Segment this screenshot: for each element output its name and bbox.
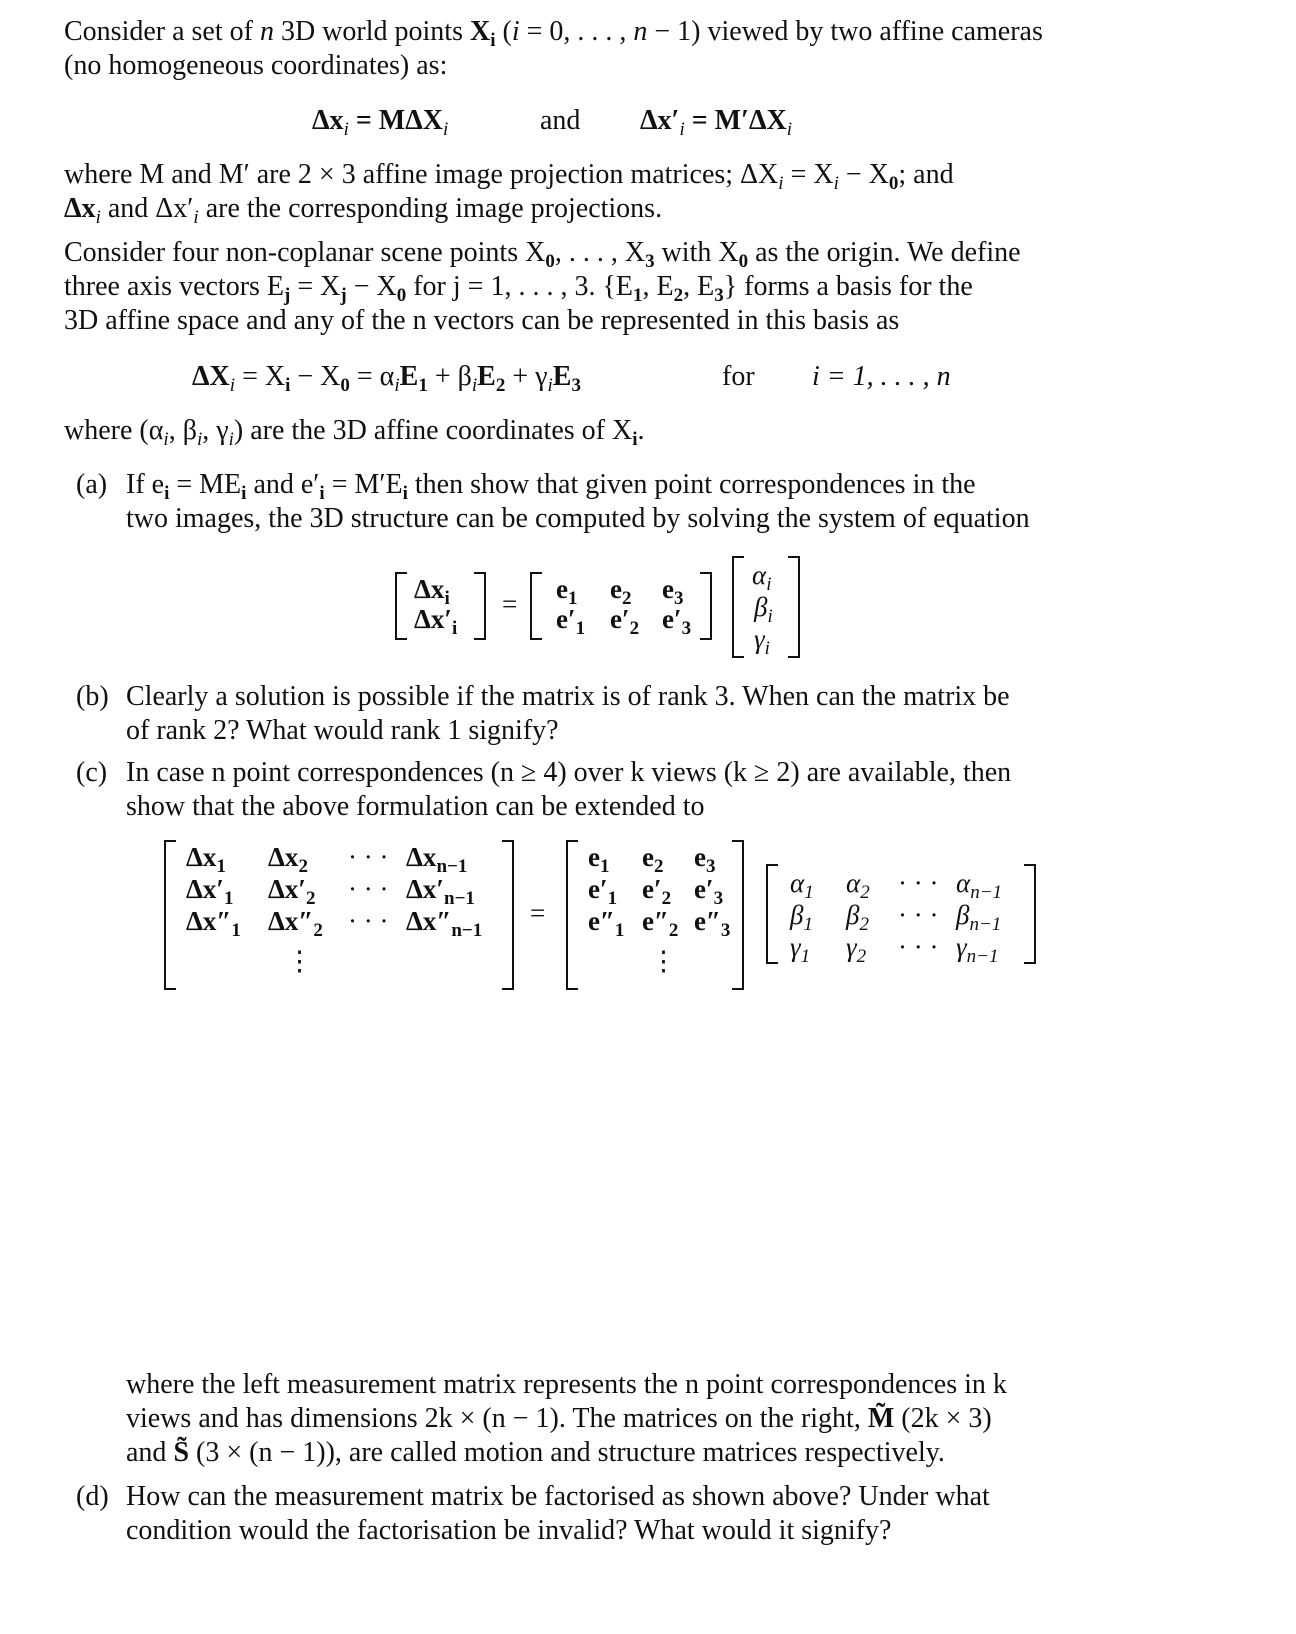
m-r1c2: $e_2$ <box>642 842 664 877</box>
cell-r2c4: $\Delta x'_{n-1}$ <box>406 874 475 909</box>
alpha-i: $\alpha_i$ <box>752 560 772 595</box>
lhs-dx: $\Delta x_i$ <box>414 574 450 609</box>
lhs-dx-prime: $\Delta x'_i$ <box>414 604 458 639</box>
m-r1c1: $e_1$ <box>588 842 610 877</box>
part-b-line-1: Clearly a solution is possible if the matrix is of rank 3. When can the matrix be <box>126 681 1010 712</box>
e2: $e_2$ <box>610 574 632 609</box>
cell-r1c1: $\Delta x_1$ <box>186 842 226 877</box>
beta-i: $\beta_i$ <box>754 592 773 627</box>
bracket-left <box>566 840 578 990</box>
para2-line-1: Consider four non-coplanar scene points $X_0$, . . . , $X_3$ with $X_0$ as the origin. We define <box>64 237 1021 272</box>
intro-line-2: (no homogeneous coordinates) as: <box>64 50 448 81</box>
bracket-right <box>1024 864 1036 964</box>
where-line-2: $\Delta x_i$ and $\Delta x'_i$ are the corresponding image projections. <box>64 193 663 228</box>
m-r1c3: $e_3$ <box>694 842 716 877</box>
intro-line-1: Consider a set of n 3D world points $X_i$ (i = 0, . . . , n − 1) viewed by two affine cameras <box>64 16 1043 51</box>
part-a-line-2: two images, the 3D structure can be computed by solving the system of equation <box>126 503 1030 534</box>
equation-projection-1: $\Delta x_i = M\Delta X_i$ <box>312 105 449 140</box>
part-d-label: (d) <box>76 1481 109 1512</box>
para2-line-2: three axis vectors $E_j = X_j - X_0$ for j = 1, . . . , 3. {$E_1$, $E_2$, $E_3$} forms a basis for the <box>64 271 973 306</box>
bracket-right <box>502 840 514 990</box>
bracket-right <box>474 572 486 640</box>
bracket-left <box>395 572 407 640</box>
where-line-1: where M and M′ are 2 × 3 affine image projection matrices; $\Delta X_i = X_i - X_0$; and <box>64 159 954 194</box>
equals-sign: = <box>530 898 546 928</box>
part-a-line-1: If $e_i = ME_i$ and $e'_i = M'E_i$ then show that given point correspondences in the <box>126 469 976 504</box>
e1-prime: $e'_1$ <box>556 604 586 639</box>
m-r3c1: $e''_1$ <box>588 906 625 941</box>
part-c-label: (c) <box>76 757 108 788</box>
m-r2c2: $e'_2$ <box>642 874 672 909</box>
part-d-line-2: condition would the factorisation be invalid? What would it signify? <box>126 1515 892 1546</box>
equation-affine-basis: $\Delta X_i = X_i - X_0 = \alpha_iE_1 + \beta_iE_2 + \gamma_iE_3$ <box>192 361 581 396</box>
e2-prime: $e'_2$ <box>610 604 640 639</box>
s-r2c4: $\beta_{n-1}$ <box>956 900 1002 935</box>
s-r3c4: $\gamma_{n-1}$ <box>956 932 999 967</box>
s-r2c3: · · · <box>898 900 939 930</box>
gamma-i: $\gamma_i$ <box>754 624 770 659</box>
part-c2-line-2: views and has dimensions 2k × (n − 1). The matrices on the right, M̃ (2k × 3) <box>126 1403 992 1434</box>
e1: $e_1$ <box>556 574 578 609</box>
equation-for: for <box>722 361 755 392</box>
bracket-right <box>788 556 800 658</box>
vdots-2: ⋮ <box>650 946 677 976</box>
cell-r3c4: $\Delta x''_{n-1}$ <box>406 906 483 941</box>
equation-range: i = 1, . . . , n <box>812 361 951 392</box>
bracket-left <box>530 572 542 640</box>
m-r2c3: $e'_3$ <box>694 874 724 909</box>
s-r3c2: $\gamma_2$ <box>846 932 867 967</box>
cell-r2c2: $\Delta x'_2$ <box>268 874 316 909</box>
part-c-line-1: In case n point correspondences (n ≥ 4) over k views (k ≥ 2) are available, then <box>126 757 1012 788</box>
cell-r3c1: $\Delta x''_1$ <box>186 906 241 941</box>
s-r1c1: $\alpha_1$ <box>790 868 814 903</box>
cell-r1c4: $\Delta x_{n-1}$ <box>406 842 468 877</box>
s-r3c3: · · · <box>898 932 939 962</box>
part-a-label: (a) <box>76 469 108 500</box>
m-r2c1: $e'_1$ <box>588 874 618 909</box>
where-affine-coords: where ($\alpha_i$, $\beta_i$, $\gamma_i$) are the 3D affine coordinates of $X_i$. <box>64 415 645 450</box>
part-b-line-2: of rank 2? What would rank 1 signify? <box>126 715 559 746</box>
m-r3c2: $e''_2$ <box>642 906 679 941</box>
m-r3c3: $e''_3$ <box>694 906 731 941</box>
cell-r2c3: · · · <box>348 874 389 904</box>
cell-r1c2: $\Delta x_2$ <box>268 842 308 877</box>
s-r2c2: $\beta_2$ <box>846 900 869 935</box>
bracket-left <box>766 864 778 964</box>
part-b-label: (b) <box>76 681 109 712</box>
equals-sign: = <box>502 589 518 619</box>
equation-projection-2: $\Delta x'_i = M'\Delta X_i$ <box>640 105 793 140</box>
part-d-line-1: How can the measurement matrix be factorised as shown above? Under what <box>126 1481 990 1512</box>
s-r1c4: $\alpha_{n-1}$ <box>956 868 1003 903</box>
part-c2-line-1: where the left measurement matrix represents the n point correspondences in k <box>126 1369 1007 1400</box>
s-r1c2: $\alpha_2$ <box>846 868 870 903</box>
bracket-right <box>732 840 744 990</box>
s-r1c3: · · · <box>898 868 939 898</box>
vdots-1: ⋮ <box>286 946 313 976</box>
s-r3c1: $\gamma_1$ <box>790 932 811 967</box>
bracket-left <box>732 556 744 658</box>
cell-r3c3: · · · <box>348 906 389 936</box>
part-c-line-2: show that the above formulation can be extended to <box>126 791 705 822</box>
part-c2-line-3: and S̃ (3 × (n − 1)), are called motion and structure matrices respectively. <box>126 1437 945 1468</box>
bracket-right <box>700 572 712 640</box>
equation-and: and <box>540 105 581 136</box>
cell-r3c2: $\Delta x''_2$ <box>268 906 323 941</box>
e3: $e_3$ <box>662 574 684 609</box>
para2-line-3: 3D affine space and any of the n vectors can be represented in this basis as <box>64 305 900 336</box>
e3-prime: $e'_3$ <box>662 604 692 639</box>
bracket-left <box>164 840 176 990</box>
s-r2c1: $\beta_1$ <box>790 900 813 935</box>
cell-r2c1: $\Delta x'_1$ <box>186 874 234 909</box>
cell-r1c3: · · · <box>348 842 389 872</box>
